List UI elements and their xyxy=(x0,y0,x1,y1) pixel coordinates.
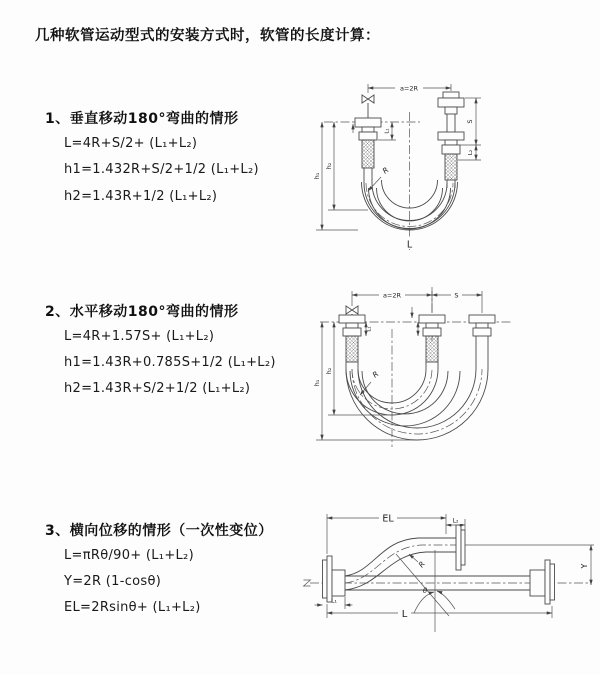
section-2-formula-h2: h2=1.43R+S/2+1/2 (L₁+L₂) xyxy=(64,381,251,396)
section-3-formula-el: EL=2Rsinθ+ (L₁+L₂) xyxy=(64,600,201,615)
dim-label-h1: h₁ xyxy=(313,379,321,387)
dim-a2r xyxy=(368,84,451,94)
length-callout xyxy=(404,239,415,251)
section-3-heading: 3、横向位移的情形（一次性变位） xyxy=(45,523,273,539)
length-label: L xyxy=(406,239,413,251)
dim-l2 xyxy=(446,517,465,530)
dim-h1 xyxy=(313,122,358,230)
left-flange xyxy=(323,556,346,602)
dim-label-a2r: a=2R xyxy=(382,291,402,300)
hose-curved-position xyxy=(345,538,456,590)
braid-section xyxy=(445,154,457,180)
dim-el xyxy=(327,513,446,555)
dim-h1 xyxy=(313,322,418,440)
dim-label-l: L xyxy=(401,609,408,620)
radius-callout xyxy=(409,554,427,569)
section-1-formula-h1: h1=1.432R+S/2+1/2 (L₁+L₂) xyxy=(64,162,259,177)
dim-l1 xyxy=(315,597,353,609)
section-3-formula-y: Y=2R (1-cosθ) xyxy=(64,574,162,589)
dim-l xyxy=(327,604,552,620)
left-fitting xyxy=(339,315,365,369)
diagram-lateral-displacement xyxy=(296,492,600,668)
dim-label-h2: h₂ xyxy=(325,162,333,170)
dim-label-l1: L₁ xyxy=(384,128,391,134)
diagram-vertical-bend xyxy=(308,70,600,260)
right-fitting xyxy=(438,92,464,188)
section-1-formula-l: L=4R+S/2+ (L₁+L₂) xyxy=(64,136,198,151)
dim-label-s: S xyxy=(454,291,459,300)
radius-label: R xyxy=(416,559,427,570)
lower-right-flange xyxy=(530,560,555,604)
dim-label-a2r: a=2R xyxy=(399,84,419,93)
braid-section xyxy=(346,336,358,362)
break-mark-icon xyxy=(304,580,311,586)
dim-label-h2: h₂ xyxy=(325,367,333,375)
dim-l2 xyxy=(458,145,481,160)
dim-label-el: EL xyxy=(382,513,394,525)
section-2-formula-h1: h1=1.43R+0.785S+1/2 (L₁+L₂) xyxy=(64,355,276,370)
braid-section xyxy=(426,336,438,362)
dim-label-l1: L₁ xyxy=(366,326,373,332)
upper-right-flange xyxy=(456,525,465,570)
angle-label: θ xyxy=(422,587,428,595)
dim-label-l2: L₂ xyxy=(452,517,459,525)
section-2-heading: 2、水平移动180°弯曲的情形 xyxy=(45,304,239,320)
valve-icon xyxy=(362,95,374,118)
section-1-heading: 1、垂直移动180°弯曲的情形 xyxy=(45,111,239,127)
radius-callout xyxy=(368,165,390,191)
radius-label: R xyxy=(380,165,391,176)
dim-y xyxy=(465,545,594,585)
section-2-formula-l: L=4R+1.57S+ (L₁+L₂) xyxy=(64,329,215,344)
section-1-formula-h2: h2=1.43R+1/2 (L₁+L₂) xyxy=(64,189,218,204)
diagram-horizontal-bend xyxy=(308,283,600,455)
dim-label-s: S xyxy=(466,119,474,124)
right-fitting xyxy=(469,315,495,369)
hose-arcs xyxy=(346,369,488,440)
dim-label-h1: h₁ xyxy=(313,172,321,180)
radius-label: R xyxy=(370,369,381,380)
dim-a2r xyxy=(352,291,432,313)
left-fitting xyxy=(355,118,381,183)
dim-label-y: Y xyxy=(580,563,589,569)
page-title: 几种软管运动型式的安装方式时，软管的长度计算： xyxy=(35,28,380,44)
section-3-formula-l: L=πRθ/90+ (L₁+L₂) xyxy=(64,548,194,563)
dim-s xyxy=(432,291,482,313)
dim-label-l2: L₂ xyxy=(468,149,474,156)
braid-section xyxy=(362,140,374,168)
dim-label-l1: L₁ xyxy=(331,597,337,605)
middle-fitting xyxy=(419,315,445,369)
